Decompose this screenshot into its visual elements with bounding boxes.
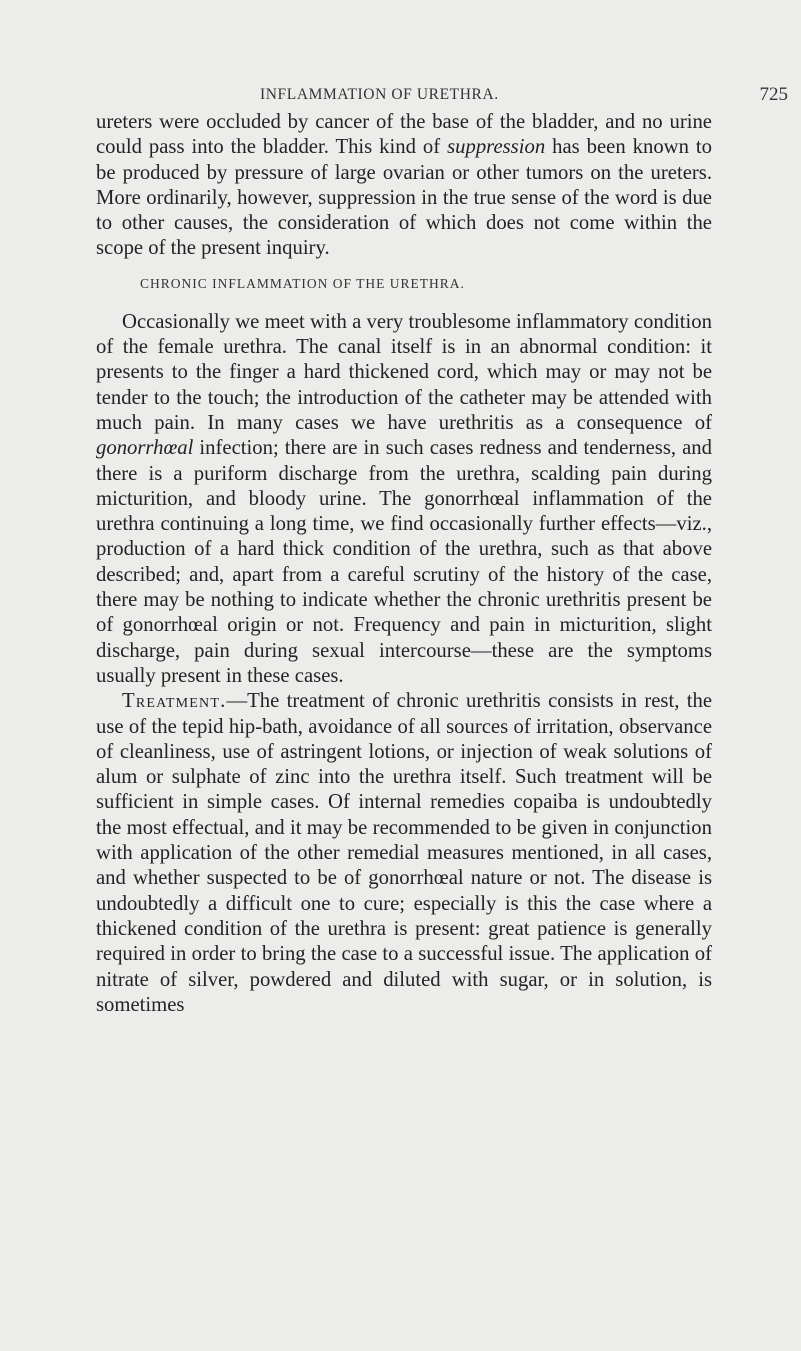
- running-head: INFLAMMATION OF URETHRA.: [260, 86, 499, 103]
- paragraph-text: ureters were occluded by cancer of the base of the bladder, and no urine could pass into the bladder. This kind of: [96, 111, 712, 159]
- paragraph-text: —The treatment of chronic urethritis consists in rest, the use of the tepid hip-bath, avoidance of all sources of irritation, observance of cleanliness, use of astringent lotions, or injection of weak solutions of alum or sulphate of zinc into the urethra itself. Such treatment will be sufficient in simple cases. Of internal remedies copaiba is undoubtedly the most effectual, and it may be recommended to be given in conjunction with application of the other remedial measures mentioned, in all cases, and whether suspected to be of gonorrhœal nature or not. The disease is undoubtedly a difficult one to cure; especially is this the case where a thickened condition of the urethra is present: great patience is generally required in order to bring the case to a successful issue. The application of nitrate of silver, powdered and diluted with sugar, or in solution, is sometimes: [96, 690, 712, 1016]
- body-text: [96, 110, 712, 1018]
- paragraph-text: has been known to be produced by pressure of large ovarian or other tumors on the ureters. More ordinarily, however, suppression in the true sense of the word is due to other causes, the consideration of which does not come within the scope of the present inquiry.: [96, 136, 712, 260]
- paragraph-treatment: [96, 689, 712, 1018]
- paragraph: [96, 310, 712, 689]
- page-number: 725: [759, 84, 788, 105]
- emphasized-term: gonorrhœal: [96, 437, 194, 460]
- section-heading: CHRONIC INFLAMMATION OF THE URETHRA.: [140, 275, 465, 291]
- paragraph-text: infection; there are in such cases redness and tenderness, and there is a puriform discharge from the urethra, scalding pain during micturition, and bloody urine. The gonorrhœal inflammation of the urethra continuing a long time, we find occasionally further effects—viz., production of a hard thick condition of the urethra, such as that above described; and, apart from a careful scrutiny of the history of the case, there may be nothing to indicate whether the chronic urethritis present be of gonorrhœal origin or not. Frequency and pain in micturition, slight discharge, pain during sexual intercourse—these are the symptoms usually present in these cases.: [96, 437, 712, 687]
- paragraph-lead: Treatment.: [122, 690, 227, 713]
- emphasized-term: suppression: [447, 136, 546, 159]
- paragraph-continuation: [96, 110, 712, 262]
- paragraph-text: Occasionally we meet with a very troublesome inflammatory condition of the female urethra. The canal itself is in an abnormal condition: it presents to the finger a hard thickened cord, which may or may not be tender to the touch; the introduction of the catheter may be attended with much pain. In many cases we have urethritis as a consequence of: [96, 310, 712, 434]
- page-header: [96, 86, 798, 110]
